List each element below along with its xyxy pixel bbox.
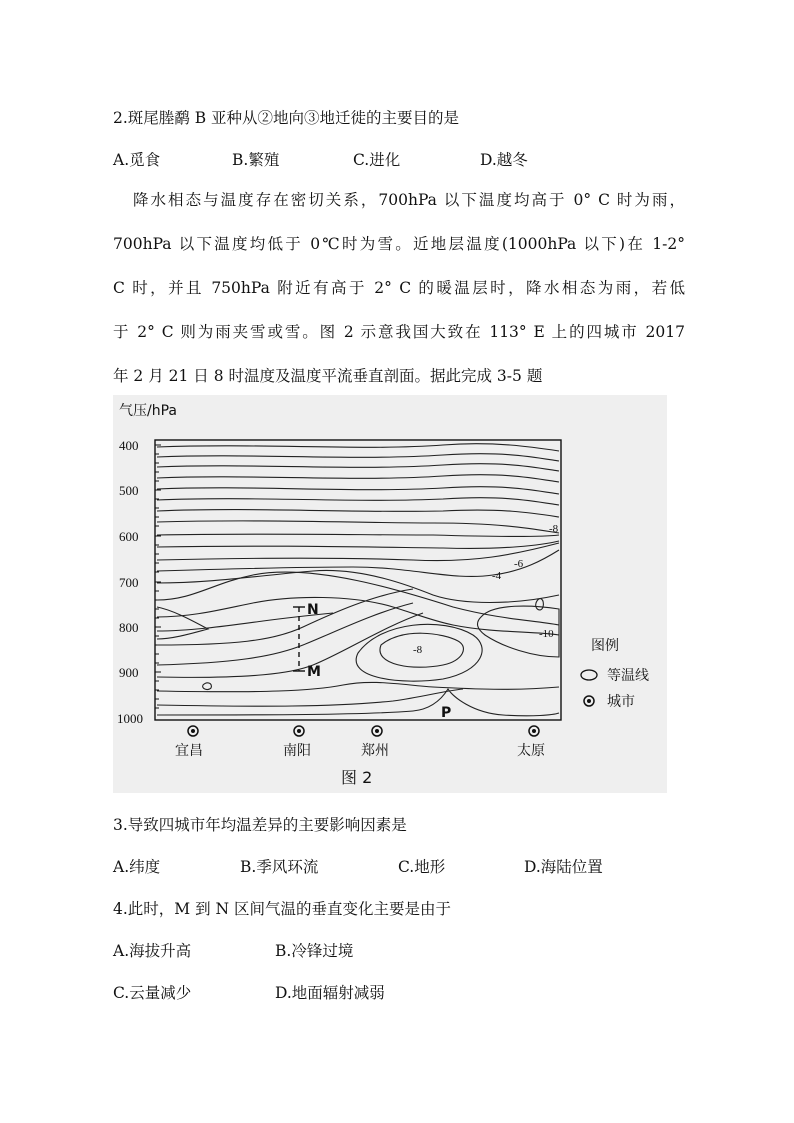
y-tick-800: 800 — [119, 620, 139, 635]
q4-option-c: C.云量减少 — [113, 984, 192, 1002]
passage — [113, 178, 685, 398]
city-marker-taiyuan — [529, 726, 539, 736]
city-marker-zhengzhou — [372, 726, 382, 736]
isotherm-label-minus10: -10 — [539, 628, 554, 640]
q3-option-b: B.季风环流 — [240, 858, 319, 876]
isotherm-label-minus4: -4 — [492, 570, 502, 582]
q4-stem: 4.此时，M 到 N 区间气温的垂直变化主要是由于 — [113, 900, 452, 918]
q4-option-d: D.地面辐射减弱 — [275, 984, 385, 1002]
figure-2 — [113, 395, 667, 793]
legend-isotherm-label: 等温线 — [607, 668, 649, 684]
legend-city-icon — [584, 696, 594, 706]
legend-city-label: 城市 — [607, 694, 635, 710]
passage-line-5: 年 2 月 21 日 8 时温度及温度平流垂直剖面。据此完成 3-5 题 — [113, 367, 543, 385]
figure-caption: 图 2 — [341, 768, 373, 787]
y-tick-700: 700 — [119, 575, 139, 590]
city-label-taiyuan: 太原 — [517, 743, 545, 759]
y-tick-500: 500 — [119, 483, 139, 498]
q2-stem: 2.斑尾塍鹬 B 亚种从②地向③地迁徙的主要目的是 — [113, 109, 460, 127]
point-p-label: P — [441, 705, 452, 721]
y-axis-ticks — [155, 445, 161, 708]
y-tick-900: 900 — [119, 665, 139, 680]
y-tick-1000: 1000 — [117, 711, 143, 726]
isotherm-label-minus8-top: -8 — [549, 523, 559, 535]
city-marker-nanyang — [294, 726, 304, 736]
q3-option-a: A.纬度 — [113, 858, 161, 876]
y-tick-600: 600 — [119, 529, 139, 544]
q2-option-d: D.越冬 — [480, 151, 528, 169]
point-m-label: M — [307, 664, 321, 680]
city-label-nanyang: 南阳 — [283, 743, 311, 759]
city-label-yichang: 宜昌 — [175, 743, 203, 759]
city-label-zhengzhou: 郑州 — [361, 743, 389, 759]
q3-option-c: C.地形 — [398, 858, 446, 876]
y-tick-400: 400 — [119, 438, 139, 453]
isotherm-label-minus6: -6 — [514, 558, 524, 570]
legend-title: 图例 — [591, 638, 619, 654]
cross-section-diagram — [113, 395, 667, 793]
city-marker-yichang — [188, 726, 198, 736]
passage-line-4: 于 2° C 则为雨夹雪或雪。图 2 示意我国大致在 113° E 上的四城市 2017 — [113, 323, 685, 341]
passage-line-2: 700hPa 以下温度均低于 0℃时为雪。近地层温度(1000hPa 以下)在 1-2° — [113, 235, 685, 253]
q4-option-a: A.海拔升高 — [113, 942, 192, 960]
q3-option-d: D.海陆位置 — [524, 858, 603, 876]
q2-option-a: A.觅食 — [113, 151, 161, 169]
legend-isotherm-icon — [581, 670, 597, 680]
q3-stem: 3.导致四城市年均温差异的主要影响因素是 — [113, 816, 407, 834]
passage-line-1: 降水相态与温度存在密切关系，700hPa 以下温度均高于 0° C 时为雨， — [133, 191, 685, 209]
q2-option-b: B.繁殖 — [232, 151, 280, 169]
y-axis-label: 气压/hPa — [119, 403, 177, 419]
q4-option-b: B.冷锋过境 — [275, 942, 354, 960]
point-n-label: N — [307, 602, 319, 618]
q2-option-c: C.进化 — [353, 151, 401, 169]
isotherm-label-minus8-inner: -8 — [413, 644, 423, 656]
passage-line-3: C 时，并且 750hPa 附近有高于 2° C 的暖温层时，降水相态为雨，若低 — [113, 279, 685, 297]
